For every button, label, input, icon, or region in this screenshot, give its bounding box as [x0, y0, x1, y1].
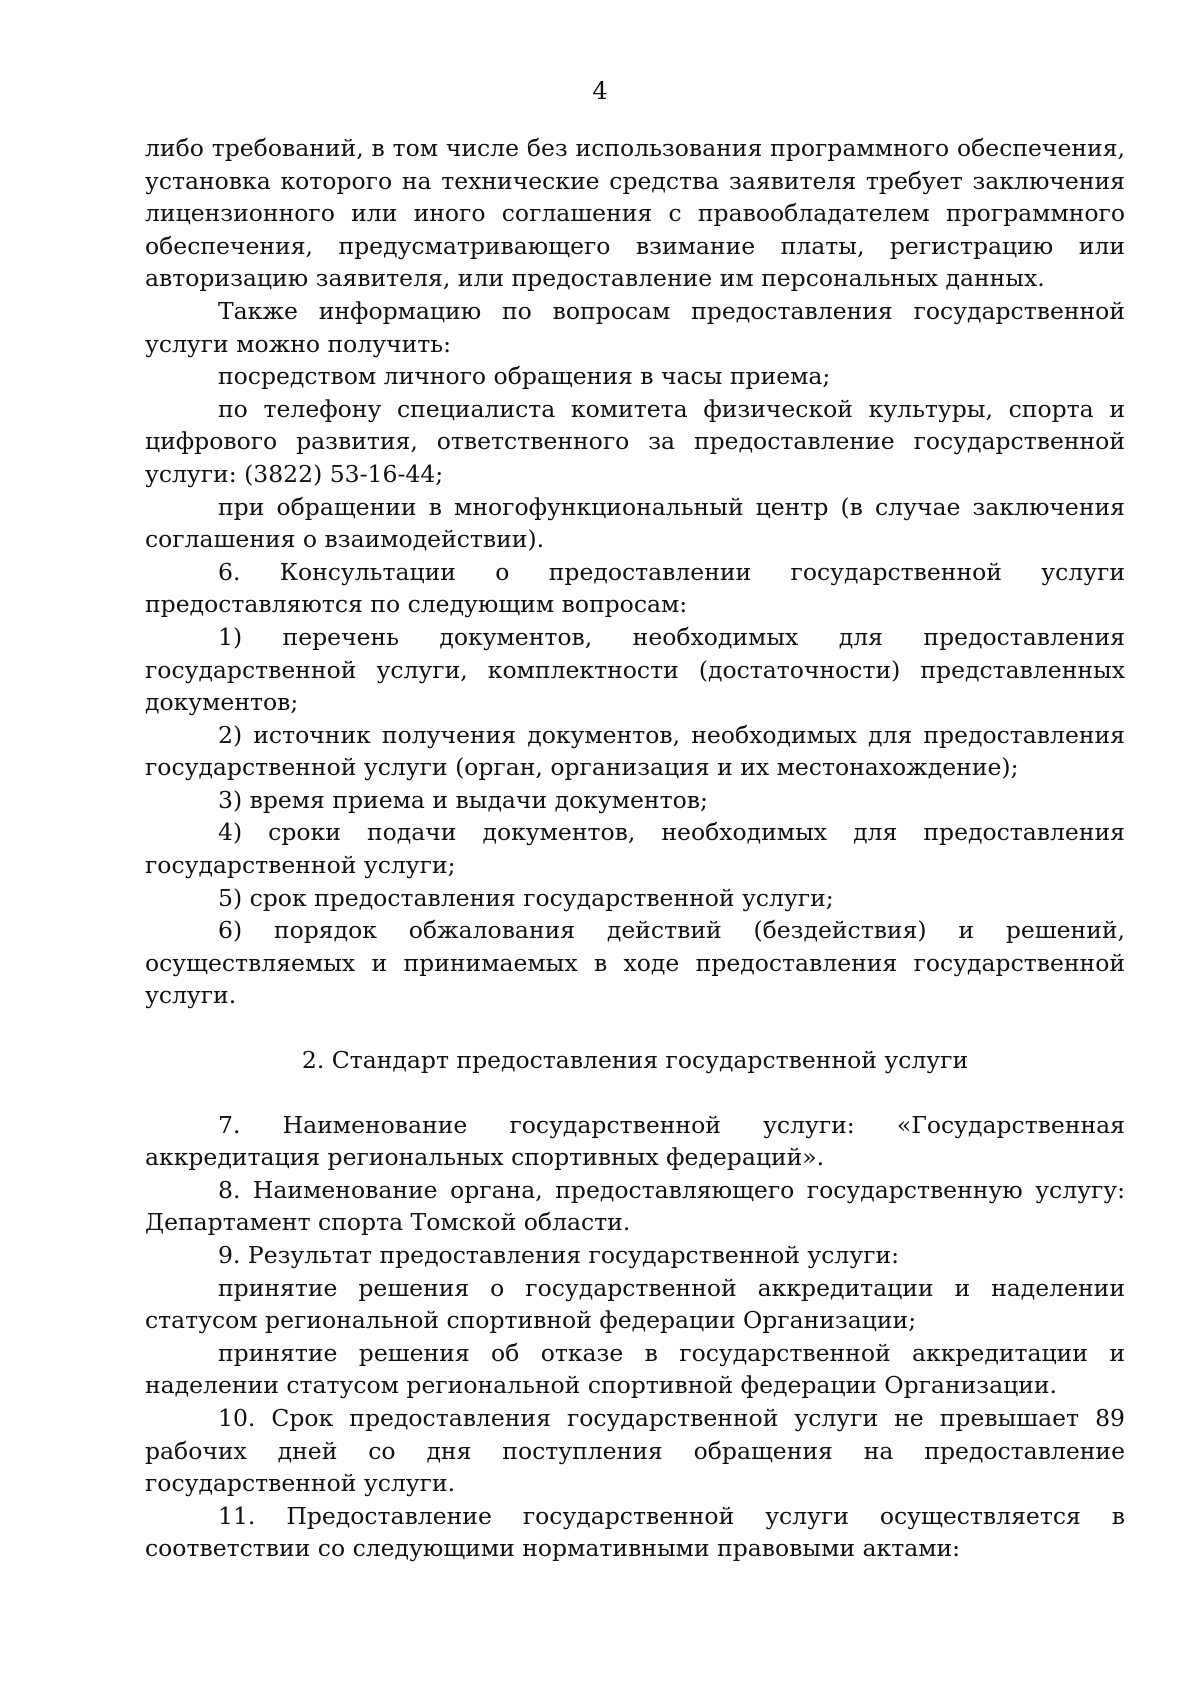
list-item: 6) порядок обжалования действий (бездействия) и решений, осуществляемых и принимаемых в ходе предоставления государственной услуги. — [145, 916, 1125, 1010]
paragraph: либо требований, в том числе без использования программного обеспечения, установка которого на технические средства заявителя требует заключения лицензионного или иного соглашения с правообладателем программного обеспечения, предусматривающего взимание платы, регистрацию или авторизацию заявителя, или предоставление им персональных данных. — [145, 134, 1125, 293]
paragraph: Также информацию по вопросам предоставления государственной услуги можно получить: — [145, 296, 1125, 358]
paragraph: 9. Результат предоставления государственной услуги: — [218, 1241, 900, 1269]
list-item: 2) источник получения документов, необходимых для предоставления государственной услуги (орган, организация и их местонахождение); — [145, 720, 1125, 782]
paragraph: по телефону специалиста комитета физической культуры, спорта и цифрового развития, ответственного за предоставление государственной услуги: (3822) 53-16-44; — [145, 394, 1125, 488]
paragraph: 8. Наименование органа, предоставляющего государственную услугу: Департамент спорта Томской области. — [145, 1175, 1125, 1237]
paragraph: 11. Предоставление государственной услуги осуществляется в соответствии со следующими нормативными правовыми актами: — [145, 1501, 1125, 1563]
paragraph: посредством личного обращения в часы приема; — [218, 362, 831, 391]
list-item: 3) время приема и выдачи документов; — [218, 785, 708, 814]
paragraph: принятие решения об отказе в государственной аккредитации и наделении статусом региональной спортивной федерации Организации. — [145, 1338, 1125, 1400]
page-number: 4 — [592, 77, 608, 105]
list-item: 5) срок предоставления государственной услуги; — [218, 883, 834, 912]
paragraph: 6. Консультации о предоставлении государственной услуги предоставляются по следующим вопросам: — [145, 557, 1125, 619]
list-item: 1) перечень документов, необходимых для предоставления государственной услуги, комплектности (достаточности) представленных документов; — [145, 622, 1125, 717]
section-heading: 2. Стандарт предоставления государственной услуги — [301, 1046, 969, 1075]
list-item: 4) сроки подачи документов, необходимых для предоставления государственной услуги; — [145, 818, 1125, 880]
document-body — [145, 132, 1125, 1565]
paragraph: 10. Срок предоставления государственной услуги не превышает 89 рабочих дней со дня поступления обращения на предоставление государственной услуги. — [145, 1403, 1125, 1498]
paragraph: принятие решения о государственной аккредитации и наделении статусом региональной спортивной федерации Организации; — [145, 1273, 1125, 1335]
paragraph: 7. Наименование государственной услуги: «Государственная аккредитация региональных спортивных федераций». — [145, 1110, 1125, 1172]
paragraph: при обращении в многофункциональный центр (в случае заключения соглашения о взаимодействии). — [145, 492, 1125, 554]
